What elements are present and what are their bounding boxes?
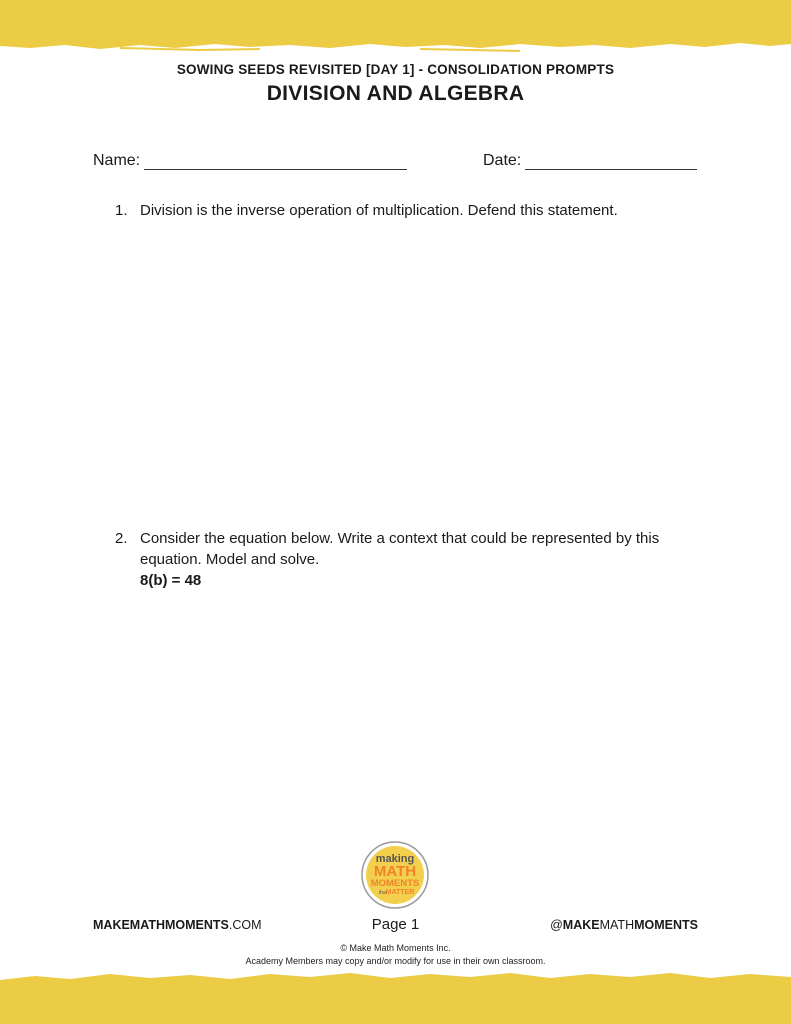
logo-math: MATH — [373, 863, 417, 880]
logo-moments: MOMENTS — [370, 878, 420, 889]
question-2 — [115, 528, 685, 591]
question-number: 2. — [115, 530, 128, 547]
name-label: Name: — [93, 152, 141, 169]
worksheet-title: DIVISION AND ALGEBRA — [266, 82, 525, 105]
date-field[interactable] — [483, 152, 697, 170]
handle-part-moments: MOMENTS — [634, 918, 698, 932]
website-part-make-math: MAKEMATH — [93, 918, 165, 932]
handle-part-math: MATH — [599, 918, 635, 932]
footer-social-handle[interactable] — [550, 918, 698, 932]
logo-making: making — [375, 853, 415, 865]
handle-part-make: MAKE — [562, 918, 600, 932]
worksheet-subtitle: SOWING SEEDS REVISITED [DAY 1] - CONSOLIDATION PROMPTS — [176, 62, 615, 77]
permission-line: Academy Members may copy and/or modify for use in their own classroom. — [245, 956, 546, 966]
page-number: Page 1 — [371, 916, 420, 933]
date-input-line[interactable] — [525, 153, 697, 170]
footer-band — [0, 962, 791, 1024]
website-part-com: .COM — [228, 918, 262, 932]
handle-at: @ — [550, 918, 563, 932]
copyright-notice — [0, 942, 791, 968]
logo-that: that — [378, 890, 388, 896]
logo-matter: MATTER — [385, 889, 415, 896]
question-number: 1. — [115, 202, 128, 219]
question-equation: 8(b) = 48 — [140, 572, 202, 589]
make-math-moments-logo — [361, 841, 429, 909]
question-1 — [115, 200, 685, 221]
date-label: Date: — [483, 152, 522, 169]
name-field[interactable] — [93, 152, 407, 170]
website-part-moments: MOMENTS — [164, 918, 229, 932]
header-band — [0, 0, 791, 60]
question-text: Division is the inverse operation of multiplication. Defend this statement. — [140, 202, 618, 219]
name-input-line[interactable] — [144, 153, 407, 170]
question-text: Consider the equation below. Write a context that could be represented by this equation. Model and solve. — [140, 530, 660, 568]
copyright-line: © Make Math Moments Inc. — [340, 943, 451, 953]
